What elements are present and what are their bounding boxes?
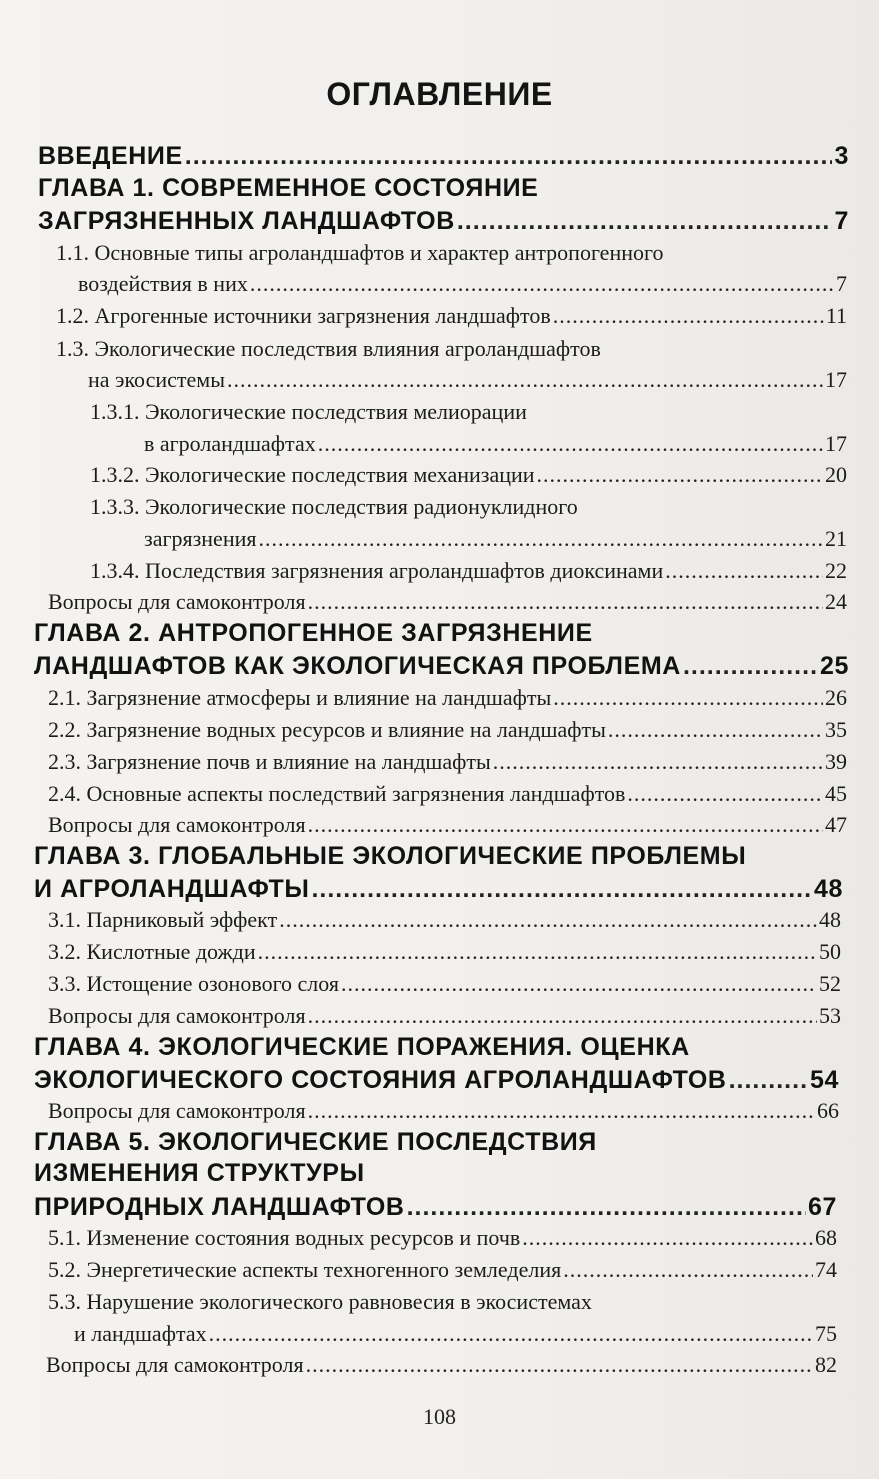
toc-entry-text: загрязнения xyxy=(144,526,257,551)
toc-entry[interactable] xyxy=(78,268,847,300)
toc-entry-page: 22 xyxy=(825,558,847,583)
toc-entry-text: Вопросы для самоконтроля xyxy=(48,812,306,837)
toc-entry[interactable] xyxy=(48,682,847,714)
toc-entry-page: 53 xyxy=(819,1003,841,1028)
toc-entry[interactable] xyxy=(38,140,849,172)
toc-entry-page: 39 xyxy=(825,749,847,774)
dot-leader xyxy=(563,1254,813,1286)
toc-entry[interactable] xyxy=(34,1191,837,1223)
toc-entry-text: ПРИРОДНЫХ ЛАНДШАФТОВ xyxy=(34,1193,405,1221)
dot-leader xyxy=(729,1064,808,1096)
toc-entry-page: 48 xyxy=(813,875,843,903)
toc-entry-text: ГЛАВА 5. ЭКОЛОГИЧЕСКИЕ ПОСЛЕДСТВИЯ xyxy=(34,1128,597,1156)
toc-entry-text: Вопросы для самоконтроля xyxy=(46,1352,304,1377)
toc-entry-page: 25 xyxy=(819,652,849,680)
toc-entry[interactable] xyxy=(34,1157,365,1189)
toc-entry-text: И АГРОЛАНДШАФТЫ xyxy=(34,875,310,903)
toc-entry[interactable] xyxy=(48,1254,837,1286)
toc-entry[interactable] xyxy=(56,333,601,365)
dot-leader xyxy=(185,140,833,172)
toc-entry-text: 3.3. Истощение озонового слоя xyxy=(48,971,339,996)
toc-entry-page: 54 xyxy=(809,1066,839,1094)
toc-entry[interactable] xyxy=(34,840,746,872)
toc-entry-text: Вопросы для самоконтроля xyxy=(48,1098,306,1123)
toc-entry[interactable] xyxy=(34,650,849,682)
dot-leader xyxy=(308,1095,815,1127)
toc-entry[interactable] xyxy=(90,459,847,491)
toc-entry-text: 1.3.3. Экологические последствия радионуклидного xyxy=(90,494,578,519)
toc-entry[interactable] xyxy=(144,523,847,555)
toc-entry-text: ВВЕДЕНИЕ xyxy=(38,142,183,170)
toc-entry-page: 75 xyxy=(815,1321,837,1346)
toc-entry-text: 1.3.4. Последствия загрязнения агроландшафтов диоксинами xyxy=(90,558,664,583)
toc-entry-page: 3 xyxy=(834,142,849,170)
toc-entry-text: воздействия в них xyxy=(78,271,248,296)
toc-entry[interactable] xyxy=(46,1349,837,1381)
dot-leader xyxy=(407,1191,806,1223)
toc-entry[interactable] xyxy=(38,172,538,204)
dot-leader xyxy=(683,650,818,682)
toc-entry-page: 17 xyxy=(825,431,847,456)
toc-entry-page: 67 xyxy=(807,1193,837,1221)
toc-entry-page: 20 xyxy=(825,462,847,487)
toc-entry-text: 1.3. Экологические последствия влияния агроландшафтов xyxy=(56,336,601,361)
toc-entry-text: ЭКОЛОГИЧЕСКОГО СОСТОЯНИЯ АГРОЛАНДШАФТОВ xyxy=(34,1066,727,1094)
dot-leader xyxy=(341,968,817,1000)
toc-entry[interactable] xyxy=(48,746,847,778)
toc-entry-page: 7 xyxy=(834,207,849,235)
toc-entry-page: 82 xyxy=(815,1352,837,1377)
dot-leader xyxy=(627,778,823,810)
toc-entry[interactable] xyxy=(48,778,847,810)
toc-entry[interactable] xyxy=(48,968,841,1000)
toc-entry-page: 66 xyxy=(817,1098,839,1123)
toc-entry-text: 3.1. Парниковый эффект xyxy=(48,907,278,932)
toc-entry-text: 5.2. Энергетические аспекты техногенного земледелия xyxy=(48,1257,562,1282)
dot-leader xyxy=(308,1000,817,1032)
dot-leader xyxy=(250,268,834,300)
toc-entry[interactable] xyxy=(90,555,847,587)
dot-leader xyxy=(553,682,823,714)
toc-entry[interactable] xyxy=(48,904,841,936)
dot-leader xyxy=(318,428,823,460)
toc-entry[interactable] xyxy=(90,396,527,428)
toc-entry[interactable] xyxy=(48,1000,841,1032)
toc-entry[interactable] xyxy=(34,617,593,649)
dot-leader xyxy=(665,555,823,587)
toc-entry[interactable] xyxy=(88,364,847,396)
toc-entry-text: 3.2. Кислотные дожди xyxy=(48,939,256,964)
toc-entry[interactable] xyxy=(48,1095,839,1127)
dot-leader xyxy=(279,904,817,936)
toc-entry-page: 17 xyxy=(825,367,847,392)
toc-entry-text: ЛАНДШАФТОВ КАК ЭКОЛОГИЧЕСКАЯ ПРОБЛЕМА xyxy=(34,652,681,680)
toc-entry-text: ИЗМЕНЕНИЯ СТРУКТУРЫ xyxy=(34,1159,365,1187)
dot-leader xyxy=(259,523,824,555)
toc-entry[interactable] xyxy=(48,1286,592,1318)
dot-leader xyxy=(608,714,823,746)
page-number: 108 xyxy=(423,1404,456,1429)
toc-entry-page: 68 xyxy=(815,1225,837,1250)
toc-entry-text: 1.1. Основные типы агроландшафтов и характер антропогенного xyxy=(56,240,664,265)
toc-entry[interactable] xyxy=(74,1318,837,1350)
toc-entry[interactable] xyxy=(90,491,578,523)
toc-entry-text: Вопросы для самоконтроля xyxy=(48,589,306,614)
toc-entry-text: 2.3. Загрязнение почв и влияние на ландшафты xyxy=(48,749,491,774)
toc-entry-text: Вопросы для самоконтроля xyxy=(48,1003,306,1028)
toc-entry[interactable] xyxy=(48,936,841,968)
toc-entry[interactable] xyxy=(56,300,847,332)
toc-entry-page: 26 xyxy=(825,685,847,710)
toc-entry-text: и ландшафтах xyxy=(74,1321,207,1346)
toc-entry[interactable] xyxy=(34,1031,690,1063)
dot-leader xyxy=(311,873,812,905)
toc-entry-text: 5.3. Нарушение экологического равновесия в экосистемах xyxy=(48,1289,592,1314)
toc-entry-text: ГЛАВА 4. ЭКОЛОГИЧЕСКИЕ ПОРАЖЕНИЯ. ОЦЕНКА xyxy=(34,1033,690,1061)
dot-leader xyxy=(308,809,823,841)
dot-leader xyxy=(457,205,833,237)
toc-entry-page: 11 xyxy=(825,303,847,328)
toc-entry-page: 45 xyxy=(825,781,847,806)
toc-entry-text: 1.3.1. Экологические последствия мелиорации xyxy=(90,399,527,424)
dot-leader xyxy=(209,1318,813,1350)
toc-entry[interactable] xyxy=(48,714,847,746)
toc-entry-text: ГЛАВА 3. ГЛОБАЛЬНЫЕ ЭКОЛОГИЧЕСКИЕ ПРОБЛЕМЫ xyxy=(34,842,747,870)
toc-entry[interactable] xyxy=(34,873,843,905)
dot-leader xyxy=(493,746,823,778)
toc-entry-text: 2.1. Загрязнение атмосферы и влияние на ландшафты xyxy=(48,685,552,710)
toc-entry[interactable] xyxy=(34,1126,597,1158)
toc-entry-text: ГЛАВА 1. СОВРЕМЕННОЕ СОСТОЯНИЕ xyxy=(38,174,539,202)
toc-entry-page: 24 xyxy=(825,589,847,614)
toc-entry-text: 1.3.2. Экологические последствия механизации xyxy=(90,462,535,487)
page-title: ОГЛАВЛЕНИЕ xyxy=(326,76,553,112)
toc-entry-page: 35 xyxy=(825,717,847,742)
toc-entry-page: 52 xyxy=(819,971,841,996)
dot-leader xyxy=(258,936,817,968)
toc-entry-page: 50 xyxy=(819,939,841,964)
toc-entry[interactable] xyxy=(144,428,847,460)
toc-entry[interactable] xyxy=(34,1064,839,1096)
toc-entry-text: 5.1. Изменение состояния водных ресурсов и почв xyxy=(48,1225,521,1250)
toc-entry-page: 74 xyxy=(815,1257,837,1282)
dot-leader xyxy=(308,586,823,618)
toc-entry-text: 2.4. Основные аспекты последствий загрязнения ландшафтов xyxy=(48,781,626,806)
toc-entry-page: 47 xyxy=(825,812,847,837)
toc-entry-text: 1.2. Агрогенные источники загрязнения ландшафтов xyxy=(56,303,551,328)
dot-leader xyxy=(227,364,823,396)
toc-entry[interactable] xyxy=(48,1222,837,1254)
dot-leader xyxy=(306,1349,813,1381)
toc-entry-text: ГЛАВА 2. АНТРОПОГЕННОЕ ЗАГРЯЗНЕНИЕ xyxy=(34,619,593,647)
toc-entry-page: 7 xyxy=(836,271,847,296)
toc-entry-page: 48 xyxy=(819,907,841,932)
toc-entry-text: в агроландшафтах xyxy=(144,431,316,456)
dot-leader xyxy=(522,1222,813,1254)
dot-leader xyxy=(553,300,824,332)
toc-entry[interactable] xyxy=(38,205,849,237)
toc-entry-page: 21 xyxy=(825,526,847,551)
toc-entry[interactable] xyxy=(48,809,847,841)
dot-leader xyxy=(537,459,823,491)
toc-entry[interactable] xyxy=(48,586,847,618)
toc-entry-text: ЗАГРЯЗНЕННЫХ ЛАНДШАФТОВ xyxy=(38,207,455,235)
toc-entry[interactable] xyxy=(56,237,663,269)
toc-entry-text: 2.2. Загрязнение водных ресурсов и влияние на ландшафты xyxy=(48,717,606,742)
toc-entry-text: на экосистемы xyxy=(88,367,225,392)
